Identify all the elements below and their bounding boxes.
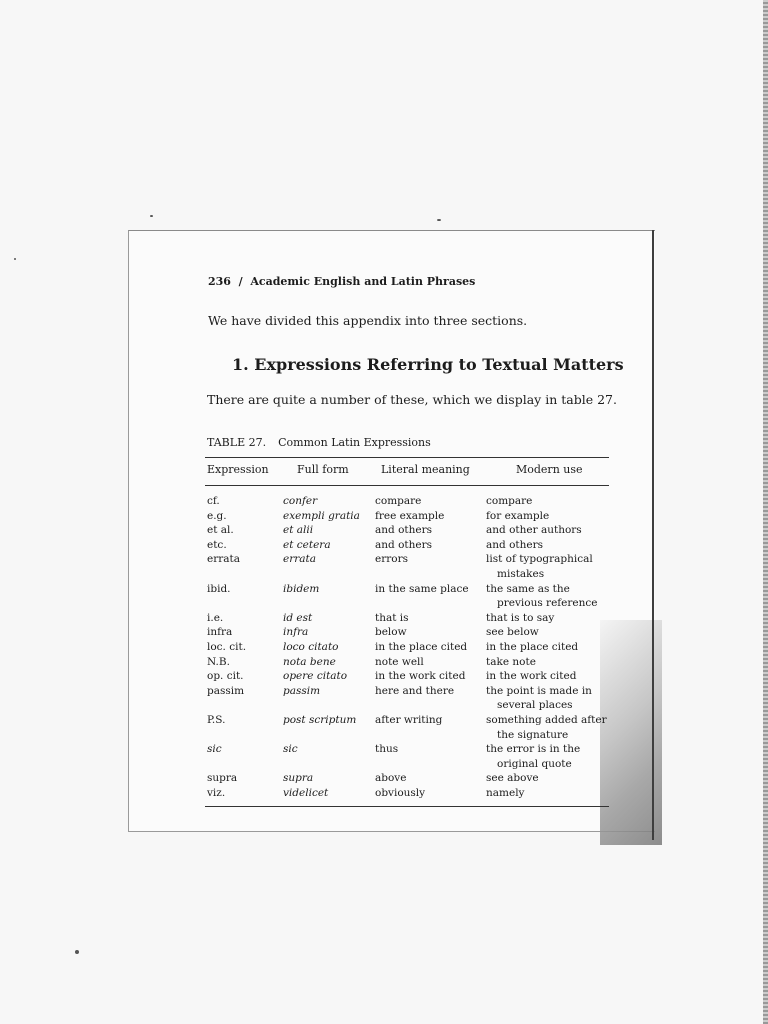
cell-modern-use: original quote xyxy=(497,757,572,770)
cell-full-form: et alii xyxy=(283,524,314,537)
page-binding-edge xyxy=(652,230,654,840)
cell-expression: i.e. xyxy=(207,611,224,624)
cell-expression: infra xyxy=(207,626,233,639)
table-header-rule xyxy=(205,485,609,486)
cell-full-form: loco citato xyxy=(283,641,339,653)
cell-full-form: infra xyxy=(283,626,309,639)
cell-expression: sic xyxy=(207,743,222,756)
cell-full-form: sic xyxy=(283,743,298,756)
cell-modern-use: and others xyxy=(486,538,544,551)
scan-speck xyxy=(437,219,441,221)
table-bottom-rule xyxy=(205,806,609,807)
running-header xyxy=(208,275,475,288)
cell-modern-use: in the work cited xyxy=(486,670,577,683)
intro-text: We have divided this appendix into three sections. xyxy=(208,313,528,328)
cell-expression: op. cit. xyxy=(207,670,244,683)
header-separator: / xyxy=(238,275,243,288)
cell-modern-use: see below xyxy=(486,626,539,639)
cell-literal-meaning: and others xyxy=(375,538,433,551)
column-header-modern-use: Modern use xyxy=(516,463,583,476)
cell-full-form: et cetera xyxy=(283,538,331,551)
cell-literal-meaning: in the same place xyxy=(375,582,469,595)
scan-edge-strip xyxy=(763,0,768,1024)
cell-literal-meaning: obviously xyxy=(375,787,426,799)
cell-modern-use: the signature xyxy=(497,728,569,741)
cell-expression: cf. xyxy=(207,495,220,507)
cell-expression: etc. xyxy=(207,538,227,551)
cell-expression: loc. cit. xyxy=(207,641,247,653)
cell-literal-meaning: above xyxy=(375,772,407,785)
cell-modern-use: something added after xyxy=(486,714,607,726)
cell-full-form: passim xyxy=(283,684,321,697)
cell-literal-meaning: free example xyxy=(375,509,445,522)
cell-literal-meaning: compare xyxy=(375,495,422,507)
cell-literal-meaning: note well xyxy=(375,655,424,668)
table-label: TABLE 27. xyxy=(207,436,267,449)
body-paragraph: There are quite a number of these, which we display in table 27. xyxy=(207,392,617,407)
column-header-full-form: Full form xyxy=(297,463,349,476)
cell-literal-meaning: errors xyxy=(375,553,408,566)
cell-full-form: errata xyxy=(283,553,316,566)
cell-literal-meaning: after writing xyxy=(375,714,443,726)
cell-literal-meaning: below xyxy=(375,626,407,639)
cell-expression: ibid. xyxy=(207,582,231,595)
cell-full-form: exempli gratia xyxy=(283,509,360,522)
cell-modern-use: mistakes xyxy=(497,568,545,580)
cell-expression: supra xyxy=(207,772,238,785)
cell-expression: passim xyxy=(207,684,245,697)
cell-modern-use: for example xyxy=(486,509,550,522)
column-header-expression: Expression xyxy=(207,463,269,476)
cell-literal-meaning: here and there xyxy=(375,684,455,697)
cell-literal-meaning: and others xyxy=(375,524,433,537)
cell-full-form: ibidem xyxy=(283,582,320,595)
cell-expression: errata xyxy=(207,553,240,566)
page-number: 236 xyxy=(208,275,231,288)
cell-full-form: post scriptum xyxy=(283,714,357,726)
table-caption xyxy=(207,436,431,449)
column-header-literal-meaning: Literal meaning xyxy=(381,463,470,476)
cell-expression: viz. xyxy=(207,787,226,799)
cell-modern-use: several places xyxy=(497,699,573,712)
cell-expression: et al. xyxy=(207,524,234,537)
cell-full-form: supra xyxy=(283,772,314,785)
cell-expression: N.B. xyxy=(207,655,230,668)
cell-expression: e.g. xyxy=(207,509,227,522)
cell-full-form: opere citato xyxy=(283,670,348,683)
scan-speck xyxy=(75,950,79,954)
cell-literal-meaning: in the work cited xyxy=(375,670,466,683)
cell-expression: P.S. xyxy=(207,714,226,726)
cell-modern-use: the same as the xyxy=(486,582,570,595)
cell-modern-use: compare xyxy=(486,495,533,507)
cell-modern-use: see above xyxy=(486,772,539,785)
scan-speck xyxy=(150,215,153,217)
cell-full-form: id est xyxy=(283,611,313,624)
cell-modern-use: the error is in the xyxy=(486,743,581,756)
cell-modern-use: list of typographical xyxy=(486,553,593,566)
table-top-rule xyxy=(205,457,609,458)
section-heading: 1. Expressions Referring to Textual Matters xyxy=(232,355,624,374)
cell-modern-use: take note xyxy=(486,655,536,668)
cell-literal-meaning: thus xyxy=(375,743,399,756)
cell-full-form: nota bene xyxy=(283,655,336,668)
scan-speck xyxy=(14,258,16,260)
cell-literal-meaning: in the place cited xyxy=(375,641,468,653)
cell-full-form: confer xyxy=(283,495,318,507)
cell-full-form: videlicet xyxy=(283,787,329,799)
cell-modern-use: that is to say xyxy=(486,611,555,624)
table-title: Common Latin Expressions xyxy=(278,436,431,449)
cell-modern-use: in the place cited xyxy=(486,641,579,653)
running-title: Academic English and Latin Phrases xyxy=(250,275,476,288)
cell-modern-use: and other authors xyxy=(486,524,582,537)
cell-modern-use: namely xyxy=(486,787,525,799)
cell-modern-use: previous reference xyxy=(497,597,598,610)
cell-literal-meaning: that is xyxy=(375,611,409,624)
cell-modern-use: the point is made in xyxy=(486,684,592,697)
